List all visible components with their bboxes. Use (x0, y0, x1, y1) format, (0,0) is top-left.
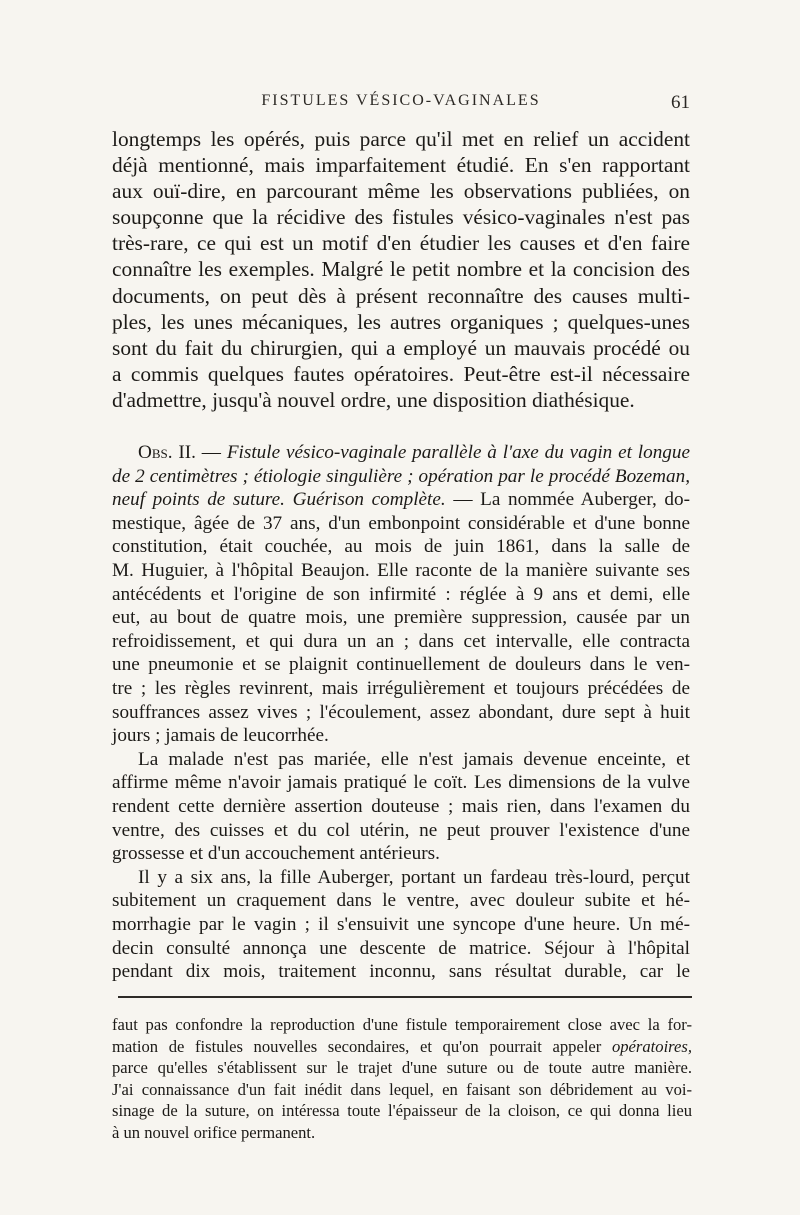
text-line: affirme même n'avoir jamais pratiqué le coït. Les dimensions de la vulve (112, 772, 690, 794)
text-line: rendent cette dernière assertion douteuse ; mais rien, dans l'examen du (112, 795, 690, 817)
footnote-line: J'ai connaissance d'un fait inédit dans lequel, en faisant son débridement au voi- (112, 1079, 692, 1099)
intro-paragraph (112, 126, 690, 413)
observation-label: Obs. II. (138, 442, 196, 464)
text-line: decin consulté annonça une descente de matrice. Séjour à l'hôpital (112, 937, 690, 959)
page-number: 61 (671, 92, 690, 113)
text-line: pendant dix mois, traitement inconnu, sans résultat durable, car le (112, 961, 690, 983)
observation-title-part-1: Fistule vésico-vaginale parallèle à l'axe du vagin et longue (226, 442, 690, 464)
text-line: aux ouï-dire, en parcourant même les observations publiées, on (112, 179, 690, 204)
observation-title-line-3 (112, 488, 690, 512)
footnote-line: faut pas confondre la reproduction d'une fistule temporairement close avec la for- (112, 1015, 692, 1034)
text-line: documents, on peut dès à présent reconnaître des causes multi- (112, 283, 690, 308)
footnote-divider (118, 996, 692, 998)
text-line: d'admettre, jusqu'à nouvel ordre, une disposition diathésique. (112, 387, 635, 412)
observation-title-part-2: de 2 centimètres ; étiologie singulière ; opération par le procédé Bozeman, (112, 465, 690, 487)
footnote-line-2-text: mation de fistules nouvelles secondaires, et qu'on pourrait appeler (112, 1036, 612, 1056)
footnote-line (112, 1036, 692, 1058)
text-line: sont du fait du chirurgien, qui a employé un mauvais procédé ou (112, 335, 690, 360)
text-line: jours ; jamais de leucorrhée. (112, 725, 329, 747)
text-line: subitement un craquement dans le ventre, avec douleur subite et hé- (112, 890, 690, 912)
text-line: Il y a six ans, la fille Auberger, portant un fardeau très-lourd, perçut (138, 866, 690, 888)
text-line: souffrances assez vives ; l'écoulement, assez abondant, dure sept à huit (112, 701, 690, 723)
text-line: grossesse et d'un accouchement antérieurs. (112, 843, 440, 865)
text-line: ventre, des cuisses et du col utérin, ne peut prouver l'existence d'une (112, 819, 690, 841)
text-line: déjà mentionné, mais imparfaitement étudié. En s'en rapportant (112, 153, 690, 178)
text-line: une pneumonie et se plaignit continuellement de douleurs dans le ven- (112, 654, 690, 676)
text-line: connaître les exemples. Malgré le petit nombre et la concision des (112, 257, 690, 282)
observation-title-part-3: neuf points de suture. Guérison complète. (112, 489, 446, 511)
text-line: mestique, âgée de 37 ans, d'un embonpoint considérable et d'une bonne (112, 512, 690, 534)
text-line: très-rare, ce qui est un motif d'en étudier les causes et d'en faire (112, 231, 690, 256)
text-line: antécédents et l'origine de son infirmité : réglée à 9 ans et demi, elle (112, 583, 690, 605)
footnote-line: parce qu'elles s'établissent sur le trajet d'une suture ou de toute autre manière. (112, 1058, 692, 1078)
text-line: eut, au bout de quatre mois, une première suppression, causée par un (112, 607, 690, 629)
observation-title-rest: — La nommée Auberger, do- (445, 489, 690, 511)
footnote (112, 1014, 692, 1144)
text-line: soupçonne que la récidive des fistules vésico-vaginales n'est pas (112, 205, 690, 230)
text-line: morrhagie par le vagin ; il s'ensuivit une syncope d'une heure. Un mé- (112, 913, 690, 935)
observation-block (112, 441, 690, 984)
running-head: FISTULES VÉSICO-VAGINALES (261, 92, 541, 109)
text-line: a commis quelques fautes opératoires. Peut-être est-il nécessaire (112, 361, 690, 386)
page-header (112, 92, 690, 116)
footnote-line: à un nouvel orifice permanent. (112, 1122, 316, 1142)
observation-heading-line: Obs. II. — Fistule vésico-vaginale parallèle à l'axe du vagin et longue (138, 442, 690, 464)
text-line: La malade n'est pas mariée, elle n'est jamais devenue enceinte, et (138, 748, 690, 770)
footnote-italic-word: opératoires, (611, 1036, 692, 1056)
text-line: longtemps les opérés, puis parce qu'il met en relief un accident (112, 127, 690, 151)
page-body (112, 126, 690, 984)
text-line: ples, les unes mécaniques, les autres organiques ; quelques-unes (112, 309, 690, 334)
footnote-line: sinage de la suture, on intéressa toute l'épaisseur de la cloison, ce qui donna lieu (112, 1101, 692, 1121)
text-line: M. Huguier, à l'hôpital Beaujon. Elle raconte de la manière suivante ses (112, 560, 690, 581)
text-line: tre ; les règles revinrent, mais irrégulièrement et toujours précédées de (112, 677, 690, 699)
text-line: constitution, était couchée, au mois de juin 1861, dans la salle de (112, 536, 690, 558)
text-line: refroidissement, et qui dura un an ; dans cet intervalle, elle contracta (112, 630, 690, 652)
